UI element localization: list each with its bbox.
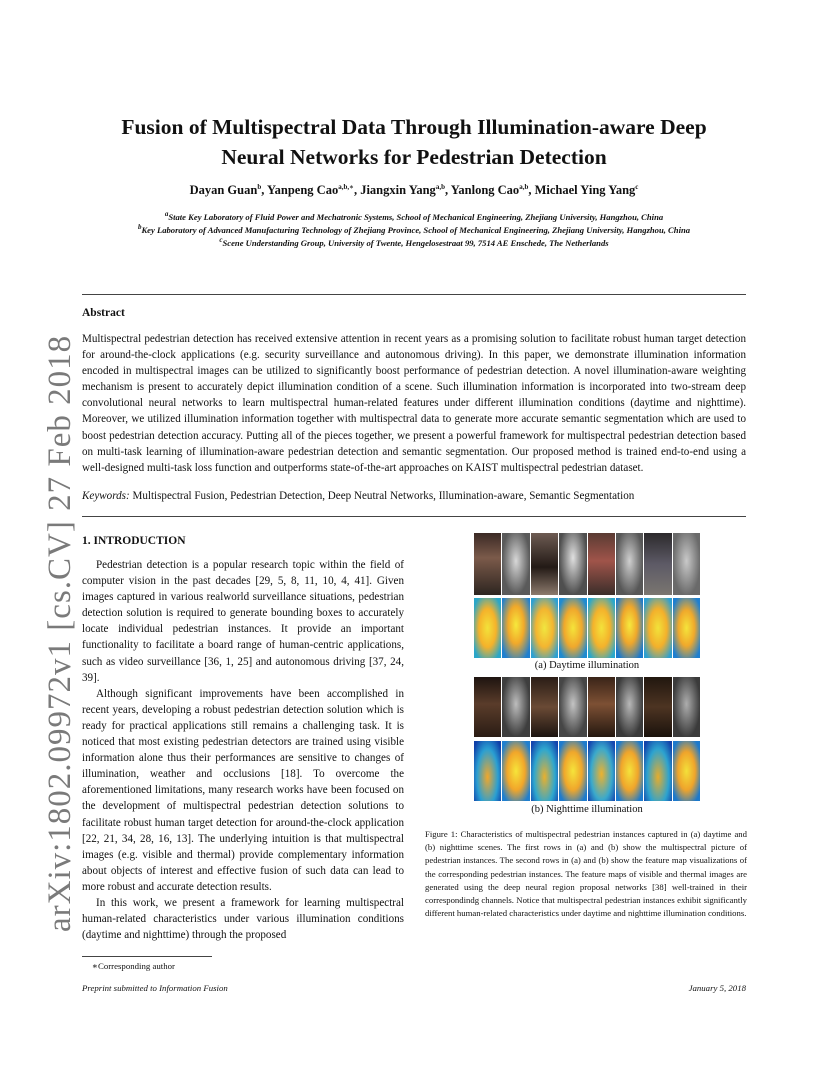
footer-venue: Preprint submitted to Information Fusion — [82, 983, 228, 993]
abstract-bottom-rule — [82, 516, 746, 517]
title-line-2: Neural Networks for Pedestrian Detection — [221, 145, 607, 169]
introduction-heading: 1. INTRODUCTION — [82, 535, 186, 547]
footer-date: January 5, 2018 — [688, 983, 746, 993]
daytime-visible-thumbnail — [531, 533, 558, 595]
nighttime-visible-thumbnail — [588, 677, 615, 737]
abstract-body: Multispectral pedestrian detection has received extensive attention in recent years as a promising solution to facilitate robust human target detection for around-the-clock applications (e.g. security surveillance and autonomous driving). In this paper, we demonstrate illumination information encoded in multispectral images can be utilized to significantly boost performance of pedestrian detection. A novel illumination-aware weighting mechanism is present to accurately depict illumination condition of a scene. Such illumination information is incorporated into two-stream deep convolutional neural networks to learn multispectral human-related features under different illumination conditions (daytime and nighttime). Moreover, we utilized illumination information together with multispectral data to generate more accurate semantic segmentation which are used to boost pedestrian detection accuracy. Putting all of the pieces together, we present a powerful framework for multispectral pedestrian detection based on multi-task learning of illumination-aware pedestrian detection and semantic segmentation. Our proposed method is trained end-to-end using a well-designed multi-task loss function and outperforms state-of-the-art approaches on KAIST multispectral pedestrian dataset. — [82, 333, 746, 474]
keywords-text: Multispectral Fusion, Pedestrian Detection, Deep Neutral Networks, Illumination-aware, Semantic Segmentation — [132, 490, 635, 502]
arxiv-identifier: arXiv:1802.09972v1 [cs.CV] 27 Feb 2018 — [42, 334, 78, 932]
footnote-rule — [82, 956, 212, 957]
daytime-thermal-thumbnail — [502, 533, 529, 595]
introduction-body — [82, 557, 404, 943]
author-list: Dayan Guan$^b$, Yanpeng Cao$^{a,b,∗}$, Jiangxin Yang$^{a,b}$, Yanlong Cao$^{a,b}$, Michael Ying Yang$^c$ — [189, 182, 639, 197]
abstract-heading: Abstract — [82, 307, 125, 319]
daytime-feature-map — [644, 598, 671, 658]
nighttime-thermal-thumbnail — [673, 677, 700, 737]
daytime-image-row — [474, 533, 700, 595]
nighttime-thermal-thumbnail — [502, 677, 529, 737]
author: Michael Ying Yang$^c$ — [534, 182, 639, 197]
daytime-subcaption: (a) Daytime illumination — [534, 660, 640, 671]
author: Jiangxin Yang$^{a,b}$ — [360, 182, 445, 197]
nighttime-feature-map — [588, 741, 615, 801]
daytime-visible-thumbnail — [588, 533, 615, 595]
intro-paragraph: Pedestrian detection is a popular research topic within the field of computer vision in the past decades [29, 5, 8, 11, 10, 4, 41]. Given images captured in various realworld surveillance situations, pedestrian detection solution is required to generate bounding boxes to accurately locate individual pedestrian instances. It provide an important functionality to facilitate a board range of human-centric applications, such as video surveillance [36, 1, 25] and autonomous driving [37, 24, 39]. — [82, 559, 404, 684]
footnote: ∗Corresponding author — [92, 961, 175, 971]
author: Dayan Guan$^b$ — [189, 182, 262, 197]
author: Yanpeng Cao$^{a,b,∗}$ — [267, 182, 354, 197]
affiliation: $^b$Key Laboratory of Advanced Manufacturing Technology of Zhejiang Province, School of Mechanical Engineering, Zhejiang University, Hangzhou, China — [137, 223, 691, 235]
daytime-feature-map — [559, 598, 586, 658]
nighttime-featuremap-row — [474, 741, 700, 801]
intro-paragraph: Although significant improvements have been accomplished in recent years, developing a robust pedestrian detection solution which is ready for practical applications still remains a challenging task. It is noticed that most existing pedestrian detectors are trained using visible information alone thus their performances are sensitive to changes of illumination, weather and occlusions [18]. To overcome the aforementioned limitations, many research works have been focused on the development of multispectral pedestrian detection solutions to facilitate robust human target detection for around-the-clock application [22, 21, 34, 28, 16, 13]. The underlying intuition is that multispectral images (e.g. visible and thermal) provide complementary information about objects of interest and effective fusion of such data can lead to more robust and accurate detection results. — [82, 687, 404, 893]
nighttime-feature-map — [616, 741, 643, 801]
nighttime-visible-thumbnail — [644, 677, 671, 737]
nighttime-feature-map — [559, 741, 586, 801]
affiliation: $^a$State Key Laboratory of Fluid Power and Mechatronic Systems, School of Mechanical Engineering, Zhejiang University, Hangzhou, China — [164, 210, 664, 222]
title-line-1: Fusion of Multispectral Data Through Illumination-aware Deep — [121, 115, 707, 139]
paper-title — [82, 112, 746, 172]
keywords-line — [82, 490, 746, 502]
nighttime-image-row — [474, 677, 700, 737]
daytime-feature-map — [474, 598, 501, 658]
keywords-label: Keywords: — [82, 490, 130, 502]
nighttime-thermal-thumbnail — [616, 677, 643, 737]
daytime-feature-map — [673, 598, 700, 658]
daytime-thermal-thumbnail — [616, 533, 643, 595]
nighttime-thermal-thumbnail — [559, 677, 586, 737]
nighttime-feature-map — [474, 741, 501, 801]
daytime-thermal-thumbnail — [673, 533, 700, 595]
nighttime-feature-map — [673, 741, 700, 801]
daytime-featuremap-row — [474, 598, 700, 658]
nighttime-visible-thumbnail — [474, 677, 501, 737]
daytime-thermal-thumbnail — [559, 533, 586, 595]
daytime-feature-map — [502, 598, 529, 658]
author: Yanlong Cao$^{a,b}$ — [450, 182, 529, 197]
abstract-top-rule — [82, 294, 746, 295]
nighttime-visible-thumbnail — [531, 677, 558, 737]
intro-paragraph: In this work, we present a framework for learning multispectral human-related characteristics under various illumination conditions (daytime and nighttime) through the proposed — [82, 896, 404, 942]
affiliation: $^c$Scene Understanding Group, University of Twente, Hengelosestraat 99, 7514 AE Enschede, The Netherlands — [219, 236, 609, 248]
daytime-feature-map — [531, 598, 558, 658]
daytime-feature-map — [616, 598, 643, 658]
nighttime-feature-map — [644, 741, 671, 801]
daytime-visible-thumbnail — [474, 533, 501, 595]
daytime-visible-thumbnail — [644, 533, 671, 595]
daytime-feature-map — [588, 598, 615, 658]
nighttime-feature-map — [502, 741, 529, 801]
figure-caption: Figure 1: Characteristics of multispectral pedestrian instances captured in (a) daytime and (b) nighttime scenes. The first rows in (a) and (b) show the multispectral picture of pedestrian instances. The second rows in (a) and (b) show the feature map visualizations of the corresponding pedestrian instances. The feature maps of visible and thermal images are generated using the deep neural region proposal networks [38] well-trained in their correspondindg channels. Notice that multispectral pedestrian instances exhibit significantly different human-related characteristics under daytime and nighttime illumination conditions. — [425, 829, 747, 919]
nighttime-subcaption: (b) Nighttime illumination — [531, 804, 643, 815]
nighttime-feature-map — [531, 741, 558, 801]
